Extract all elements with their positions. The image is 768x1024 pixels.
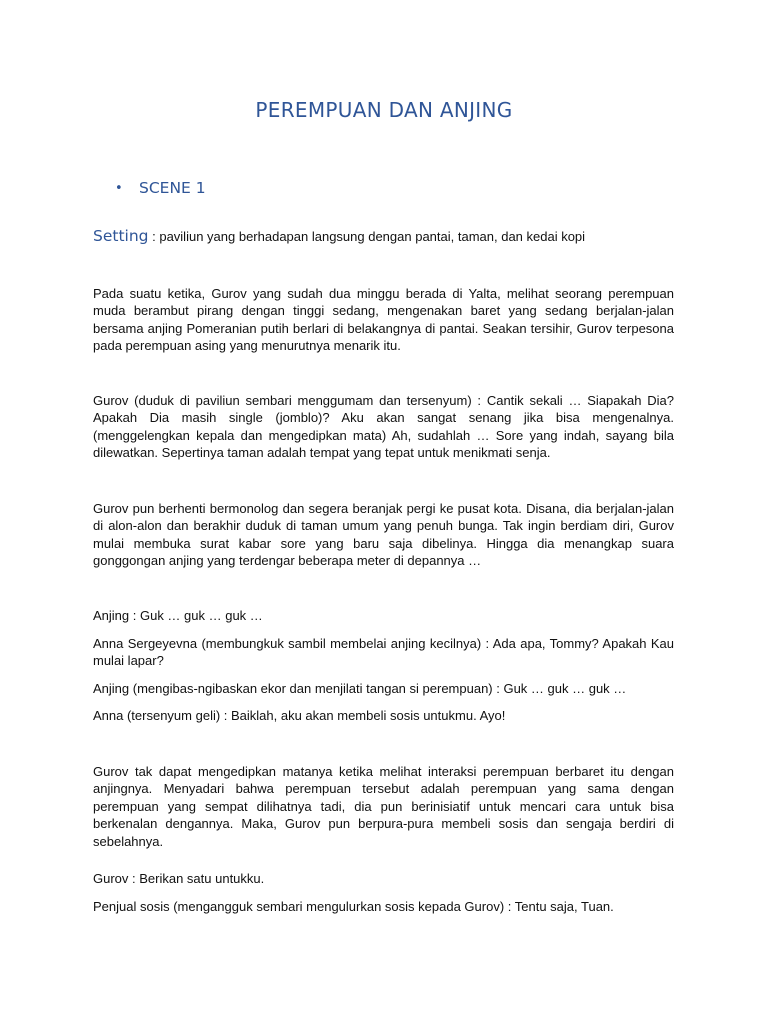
paragraph-narration-1: Pada suatu ketika, Gurov yang sudah dua minggu berada di Yalta, melihat seorang perempuan muda berambut pirang dengan tinggi sedang, mengenakan baret yang sedang berjalan-jalan bersama anjing Pomeranian putih berlari di belakangnya di pantai. Seakan tersihir, Gurov terpesona pada perempuan asing yang menurutnya menarik itu. (93, 286, 674, 354)
paragraph-narration-3: Gurov tak dapat mengedipkan matanya ketika melihat interaksi perempuan berbaret itu dengan anjingnya. Menyadari bahwa perempuan tersebut adalah perempuan yang sama dengan perempuan yang sempat dilihatnya tadi, dia pun berinisiatif untuk mencari cara untuk bisa berkenalan dengannya. Maka, Gurov pun berpura-pura membeli sosis dan sengaja berdiri di sebelahnya. (93, 764, 674, 849)
paragraph-dialogue-gurov-1: Gurov (duduk di paviliun sembari menggumam dan tersenyum) : Cantik sekali … Siapakah Dia? Apakah Dia masih single (jomblo)? Aku akan sangat senang jika bisa mengenalnya. (menggelengkan kepala dan mengedipkan mata) Ah, sudahlah … Sore yang indah, sayang bila dilewatkan. Sepertinya taman adalah tempat yang tepat untuk menikmati senja. (93, 393, 674, 461)
scene-heading (115, 179, 206, 197)
bullet-icon: • (115, 181, 123, 196)
scene-label: SCENE 1 (139, 179, 206, 197)
dialogue-line-anna-2: Anna (tersenyum geli) : Baiklah, aku akan membeli sosis untukmu. Ayo! (93, 708, 506, 723)
document-title: PEREMPUAN DAN ANJING (255, 98, 513, 122)
setting-line (93, 227, 585, 246)
setting-label: Setting (93, 227, 149, 245)
setting-text: : paviliun yang berhadapan langsung dengan pantai, taman, dan kedai kopi (148, 229, 586, 244)
dialogue-line-anjing-1: Anjing : Guk … guk … guk … (93, 608, 263, 623)
dialogue-line-anna-1: Anna Sergeyevna (membungkuk sambil membelai anjing kecilnya) : Ada apa, Tommy? Apakah Kau mulai lapar? (93, 636, 674, 669)
paragraph-narration-2: Gurov pun berhenti bermonolog dan segera beranjak pergi ke pusat kota. Disana, dia berjalan-jalan di alon-alon dan berakhir duduk di taman umum yang penuh bunga. Tak ingin berdiam diri, Gurov mulai membuka surat kabar sore yang baru saja dibelinya. Hingga dia menangkap suara gonggongan anjing yang terdengar beberapa meter di depannya … (93, 501, 674, 569)
dialogue-line-gurov-2: Gurov : Berikan satu untukku. (93, 871, 265, 886)
dialogue-line-penjual-sosis: Penjual sosis (mengangguk sembari mengulurkan sosis kepada Gurov) : Tentu saja, Tuan. (93, 899, 614, 914)
dialogue-line-anjing-2: Anjing (mengibas-ngibaskan ekor dan menjilati tangan si perempuan) : Guk … guk … guk … (93, 681, 627, 696)
